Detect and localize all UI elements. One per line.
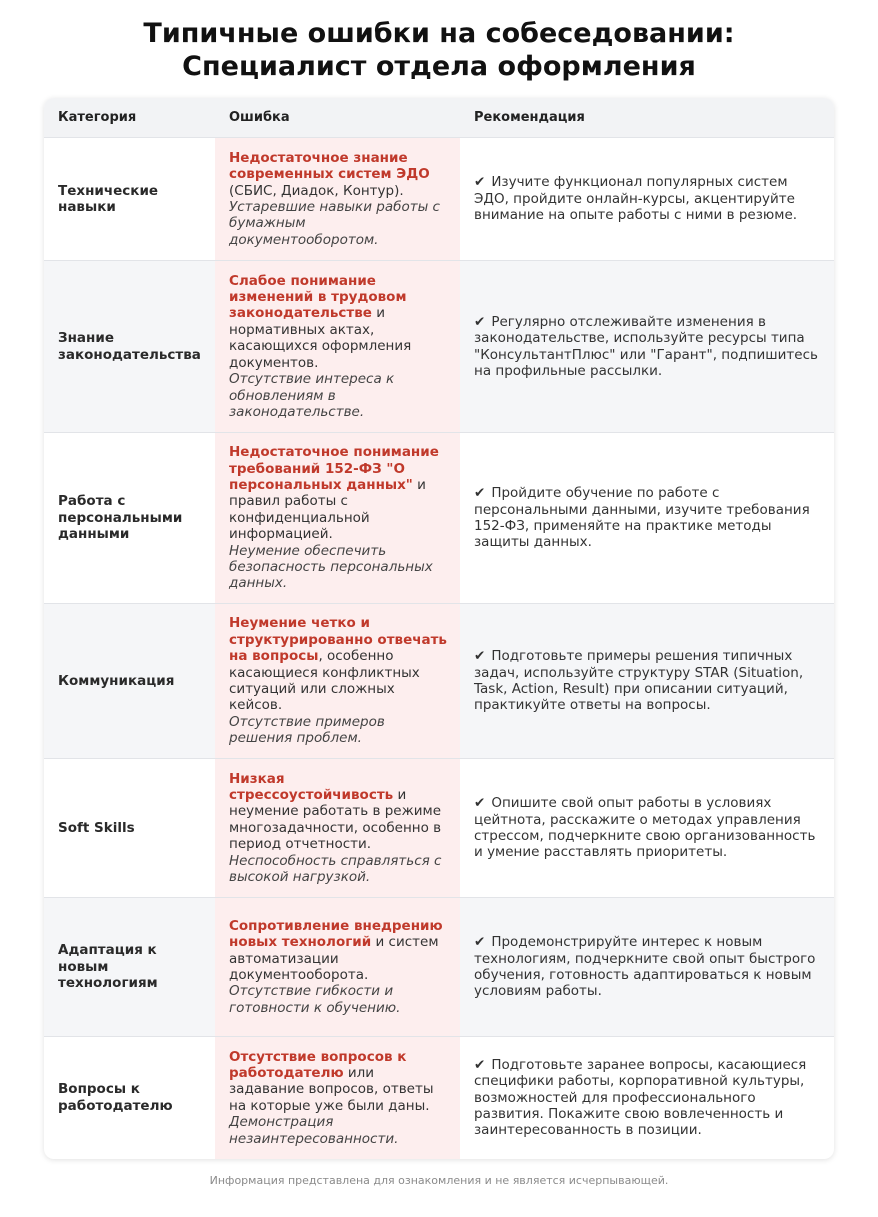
title-line-2: Специалист отдела оформления bbox=[182, 51, 696, 82]
recommendation-text: Продемонстрируйте интерес к новым технологиям, подчеркните свой опыт быстрого обучения, готовность адаптироваться к новым условиям работы. bbox=[474, 934, 816, 1000]
table-row bbox=[44, 1037, 834, 1159]
error-text: , особенно касающиеся конфликтных ситуаций или сложных кейсов. bbox=[229, 648, 420, 714]
error-note: Демонстрация незаинтересованности. bbox=[229, 1114, 399, 1147]
table-row bbox=[44, 759, 834, 898]
row-category: Адаптация к новым технологиям bbox=[44, 898, 215, 1037]
errors-table-card bbox=[44, 98, 834, 1159]
table-row bbox=[44, 604, 834, 759]
table-row bbox=[44, 261, 834, 433]
row-recommendation bbox=[460, 898, 834, 1037]
row-error bbox=[215, 261, 460, 433]
error-note: Отсутствие интереса к обновлениям в законодательстве. bbox=[229, 371, 395, 420]
check-icon: ✔ bbox=[474, 313, 486, 330]
error-note: Неумение обеспечить безопасность персональных данных. bbox=[229, 542, 433, 592]
error-highlight: Сопротивление внедрению новых технологий bbox=[229, 917, 443, 951]
error-highlight: Неумение четко и структурированно отвечать на вопросы bbox=[229, 615, 447, 665]
error-text: (СБИС, Диадок, Контур). bbox=[229, 182, 404, 199]
row-error bbox=[215, 138, 460, 261]
table-row bbox=[44, 433, 834, 604]
row-category: Работа с персональными данными bbox=[44, 433, 215, 604]
row-error bbox=[215, 898, 460, 1037]
header-error: Ошибка bbox=[215, 98, 460, 138]
error-note: Отсутствие гибкости и готовности к обучению. bbox=[229, 983, 401, 1016]
error-highlight: Низкая стрессоустойчивость bbox=[229, 770, 394, 803]
row-recommendation bbox=[460, 138, 834, 261]
error-highlight: Слабое понимание изменений в трудовом законодательстве bbox=[229, 272, 407, 322]
recommendation-text: Изучите функционал популярных систем ЭДО, пройдите онлайн-курсы, акцентируйте внимание на опыте работы с ними в резюме. bbox=[474, 174, 798, 224]
error-highlight: Отсутствие вопросов к работодателю bbox=[229, 1048, 407, 1081]
check-icon: ✔ bbox=[474, 485, 486, 502]
error-text: и систем автоматизации документооборота. bbox=[229, 934, 439, 983]
row-category: Soft Skills bbox=[44, 759, 215, 898]
error-text: и нормативных актах, касающихся оформления документов. bbox=[229, 305, 412, 371]
error-text: и неумение работать в режиме многозадачности, особенно в период отчетности. bbox=[229, 786, 442, 853]
page-title bbox=[0, 17, 878, 83]
error-note: Отсутствие примеров решения проблем. bbox=[229, 713, 385, 747]
recommendation-text: Пройдите обучение по работе с персональными данными, изучите требования 152-ФЗ, применяйте на практике методы защиты данных. bbox=[474, 485, 810, 551]
error-note: Устаревшие навыки работы с бумажным документооборотом. bbox=[229, 199, 440, 248]
row-error bbox=[215, 759, 460, 898]
footer-disclaimer: Информация представлена для ознакомления и не является исчерпывающей. bbox=[209, 1174, 669, 1187]
errors-table bbox=[44, 98, 834, 1159]
row-recommendation bbox=[460, 1037, 834, 1159]
check-icon: ✔ bbox=[474, 934, 486, 951]
header-recommendation: Рекомендация bbox=[460, 98, 834, 138]
row-category: Знание законодательства bbox=[44, 261, 215, 433]
error-highlight: Недостаточное понимание требований 152-ФЗ "О персональных данных" bbox=[229, 444, 439, 493]
row-error bbox=[215, 1037, 460, 1159]
row-category: Коммуникация bbox=[44, 604, 215, 759]
row-recommendation bbox=[460, 433, 834, 604]
error-highlight: Недостаточное знание современных систем ЭДО bbox=[229, 149, 430, 183]
table-row bbox=[44, 138, 834, 261]
error-text: и правил работы с конфиденциальной информацией. bbox=[229, 476, 426, 543]
row-category: Вопросы к работодателю bbox=[58, 1081, 173, 1114]
recommendation-text: Опишите свой опыт работы в условиях цейтнота, расскажите о методах управления стрессом, подчеркните свою организованность и умение расставлять приоритеты. bbox=[474, 795, 816, 861]
title-line-1: Типичные ошибки на собеседовании: bbox=[143, 18, 735, 49]
check-icon: ✔ bbox=[474, 1056, 486, 1073]
row-error bbox=[215, 604, 460, 759]
header-category: Категория bbox=[44, 98, 215, 138]
row-recommendation bbox=[460, 261, 834, 433]
recommendation-text: Регулярно отслеживайте изменения в законодательстве, используйте ресурсы типа "КонсультантПлюс" или "Гарант", подпишитесь на профильные рассылки. bbox=[474, 313, 818, 379]
row-recommendation bbox=[460, 759, 834, 898]
check-icon: ✔ bbox=[474, 648, 486, 665]
row-category: Технические навыки bbox=[44, 138, 215, 261]
check-icon: ✔ bbox=[474, 795, 486, 812]
row-error bbox=[215, 433, 460, 604]
check-icon: ✔ bbox=[474, 174, 486, 191]
table-header-row bbox=[44, 98, 834, 138]
row-recommendation bbox=[460, 604, 834, 759]
recommendation-text: Подготовьте заранее вопросы, касающиеся специфики работы, корпоративной культуры, возможностей для профессионального развития. Покажите свою вовлеченность и заинтересованность в позиции. bbox=[474, 1056, 807, 1139]
error-text: или задавание вопросов, ответы на которые уже были даны. bbox=[229, 1064, 434, 1114]
error-note: Неспособность справляться с высокой нагрузкой. bbox=[229, 852, 442, 886]
table-row bbox=[44, 898, 834, 1037]
recommendation-text: Подготовьте примеры решения типичных задач, используйте структуру STAR (Situation, Task, Action, Result) при описании ситуаций, практикуйте ответы на вопросы. bbox=[474, 648, 804, 714]
